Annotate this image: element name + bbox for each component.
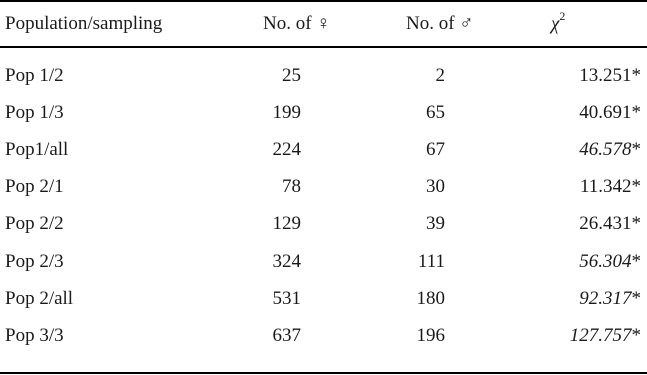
cell-population: Pop 3/3 xyxy=(5,324,64,346)
cell-population: Pop1/all xyxy=(5,139,69,161)
cell-males: 196 xyxy=(416,324,445,346)
table-header xyxy=(0,0,647,46)
header-males: No. of ♂ xyxy=(406,13,474,34)
cell-males: 30 xyxy=(426,176,445,198)
table-row xyxy=(0,243,647,280)
significance-mark: * xyxy=(631,102,641,124)
cell-females: 531 xyxy=(272,287,301,309)
significance-mark: * xyxy=(631,139,641,161)
table-row xyxy=(0,280,647,317)
cell-males: 39 xyxy=(426,213,445,235)
cell-females: 637 xyxy=(272,324,301,346)
significance-mark: * xyxy=(631,213,641,235)
cell-population: Pop 2/all xyxy=(5,287,74,309)
significance-mark: * xyxy=(631,287,641,309)
chi-value: 26.431 xyxy=(579,213,632,235)
cell-males: 65 xyxy=(426,102,445,124)
cell-population: Pop 1/3 xyxy=(5,102,64,124)
cell-chi-square xyxy=(579,243,641,280)
header-rule xyxy=(0,46,647,48)
cell-chi-square xyxy=(579,131,641,168)
significance-mark: * xyxy=(631,176,641,198)
cell-females: 224 xyxy=(272,139,301,161)
header-population: Population/sampling xyxy=(5,13,163,34)
significance-mark: * xyxy=(631,250,641,272)
cell-females: 25 xyxy=(282,65,301,86)
table-row xyxy=(0,94,647,131)
chi-value: 46.578 xyxy=(579,139,632,161)
significance-mark: * xyxy=(631,65,641,86)
chi-value: 92.317 xyxy=(579,287,632,309)
cell-males: 67 xyxy=(426,139,445,161)
table-row xyxy=(0,205,647,242)
chi-symbol: χ xyxy=(551,13,560,35)
significance-mark: * xyxy=(631,324,641,346)
chi-value: 127.757 xyxy=(569,324,632,346)
table-row xyxy=(0,57,647,94)
cell-population: Pop 2/2 xyxy=(5,213,64,235)
cell-population: Pop 2/1 xyxy=(5,176,64,198)
bottom-rule xyxy=(0,372,647,374)
header-chi-square xyxy=(551,11,565,35)
cell-chi-square xyxy=(579,94,641,131)
cell-females: 199 xyxy=(272,102,301,124)
cell-females: 78 xyxy=(282,176,301,198)
cell-females: 324 xyxy=(272,250,301,272)
cell-chi-square xyxy=(579,280,641,317)
cell-males: 2 xyxy=(435,65,445,86)
table-row xyxy=(0,317,647,354)
cell-population: Pop 1/2 xyxy=(5,65,64,86)
table-row xyxy=(0,168,647,205)
chi-value: 13.251 xyxy=(579,65,632,86)
cell-males: 180 xyxy=(416,287,445,309)
cell-chi-square xyxy=(580,168,641,205)
chi-value: 11.342 xyxy=(579,176,632,198)
chi-superscript: 2 xyxy=(559,9,566,23)
chi-value: 40.691 xyxy=(579,102,632,124)
chi-value: 56.304 xyxy=(579,250,632,272)
cell-chi-square xyxy=(570,317,641,354)
cell-population: Pop 2/3 xyxy=(5,250,64,272)
cell-chi-square xyxy=(579,205,641,242)
header-females: No. of ♀ xyxy=(263,13,331,34)
cell-chi-square xyxy=(579,57,641,94)
cell-females: 129 xyxy=(272,213,301,235)
cell-males: 111 xyxy=(417,250,445,272)
table-row xyxy=(0,131,647,168)
